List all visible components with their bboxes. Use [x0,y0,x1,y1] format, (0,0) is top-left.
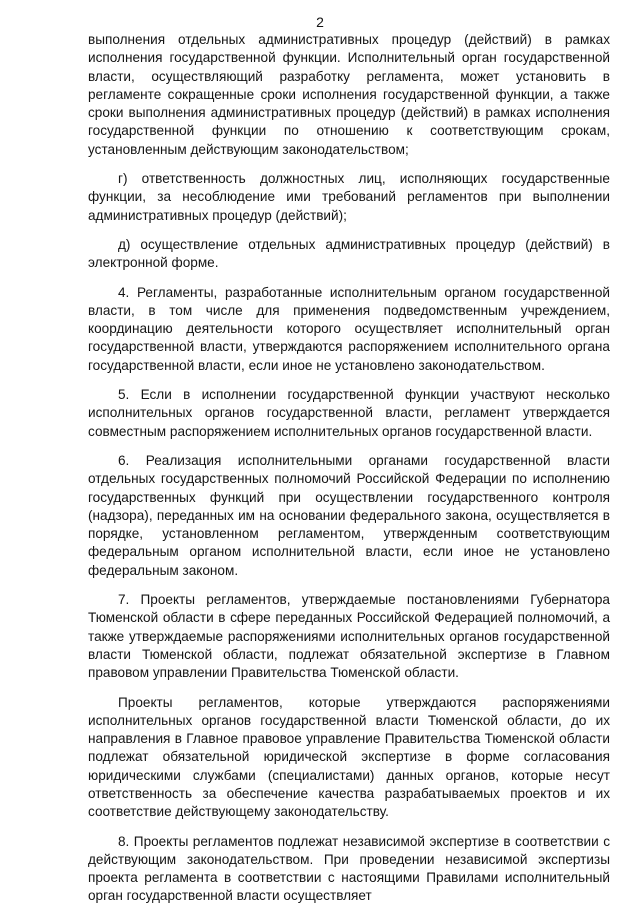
paragraph-section-6: 6. Реализация исполнительными органами государственной власти отдельных государственных полномочий Российской Федерации по исполнению государственных функций при осуществлении государственного контроля (надзора), переданных им на основании федерального закона, осуществляется в порядке, установленном регламентом, утвержденным соответствующим федеральным органом исполнительной власти, если иное не установлено федеральным законом. [88,452,610,578]
paragraph-section-5: 5. Если в исполнении государственной функции участвуют несколько исполнительных органов государственной власти, регламент утверждается совместным распоряжением исполнительных органов государственной власти. [88,387,610,439]
paragraph-section-4: 4. Регламенты, разработанные исполнительным органом государственной власти, в том числе для применения подведомственным учреждением, координацию деятельности которого осуществляет исполнительный орган государственной власти, утверждаются распоряжением исполнительного органа государственной власти, если иное не установлено законодательством. [88,284,610,373]
paragraph-item-g: г) ответственность должностных лиц, исполняющих государственные функции, за несоблюдение ими требований регламентов при выполнении административных процедур (действий); [88,171,610,223]
page-number: 2 [316,14,324,30]
paragraph-item-d: д) осуществление отдельных административных процедур (действий) в электронной форме. [88,236,610,271]
paragraph-section-7: 7. Проекты регламентов, утверждаемые постановлениями Губернатора Тюменской области в сфере переданных Российской Федерацией полномочий, а также утверждаемые распоряжениями исполнительных органов государственной власти Тюменской области, подлежат обязательной экспертизе в Главном правовом управлении Правительства Тюменской области. [88,592,610,681]
paragraph-continued: выполнения отдельных административных процедур (действий) в рамках исполнения государственной функции. Исполнительный орган государственной власти, осуществляющий разработку регламента, может установить в регламенте сокращенные сроки исполнения государственной функции, а также сроки выполнения административных процедур (действий) в рамках исполнения государственной функции по отношению к соответствующим срокам, установленным действующим законодательством; [88,32,610,157]
paragraph-section-7-continued: Проекты регламентов, которые утверждаются распоряжениями исполнительных органов государственной власти Тюменской области, до их направления в Главное правовое управление Правительства Тюменской области подлежат обязательной юридической экспертизе в форме согласования юридическими службами (специалистами) данных органов, которые несут ответственность за обеспечение качества разрабатываемых проектов и их соответствие действующему законодательству. [88,694,610,820]
document-body [88,31,610,906]
paragraph-section-8: 8. Проекты регламентов подлежат независимой экспертизе в соответствии с действующим законодательством. При проведении независимой экспертизы проекта регламента в соответствии с настоящими Правилами исполнительный орган государственной власти осуществляет [88,833,610,904]
